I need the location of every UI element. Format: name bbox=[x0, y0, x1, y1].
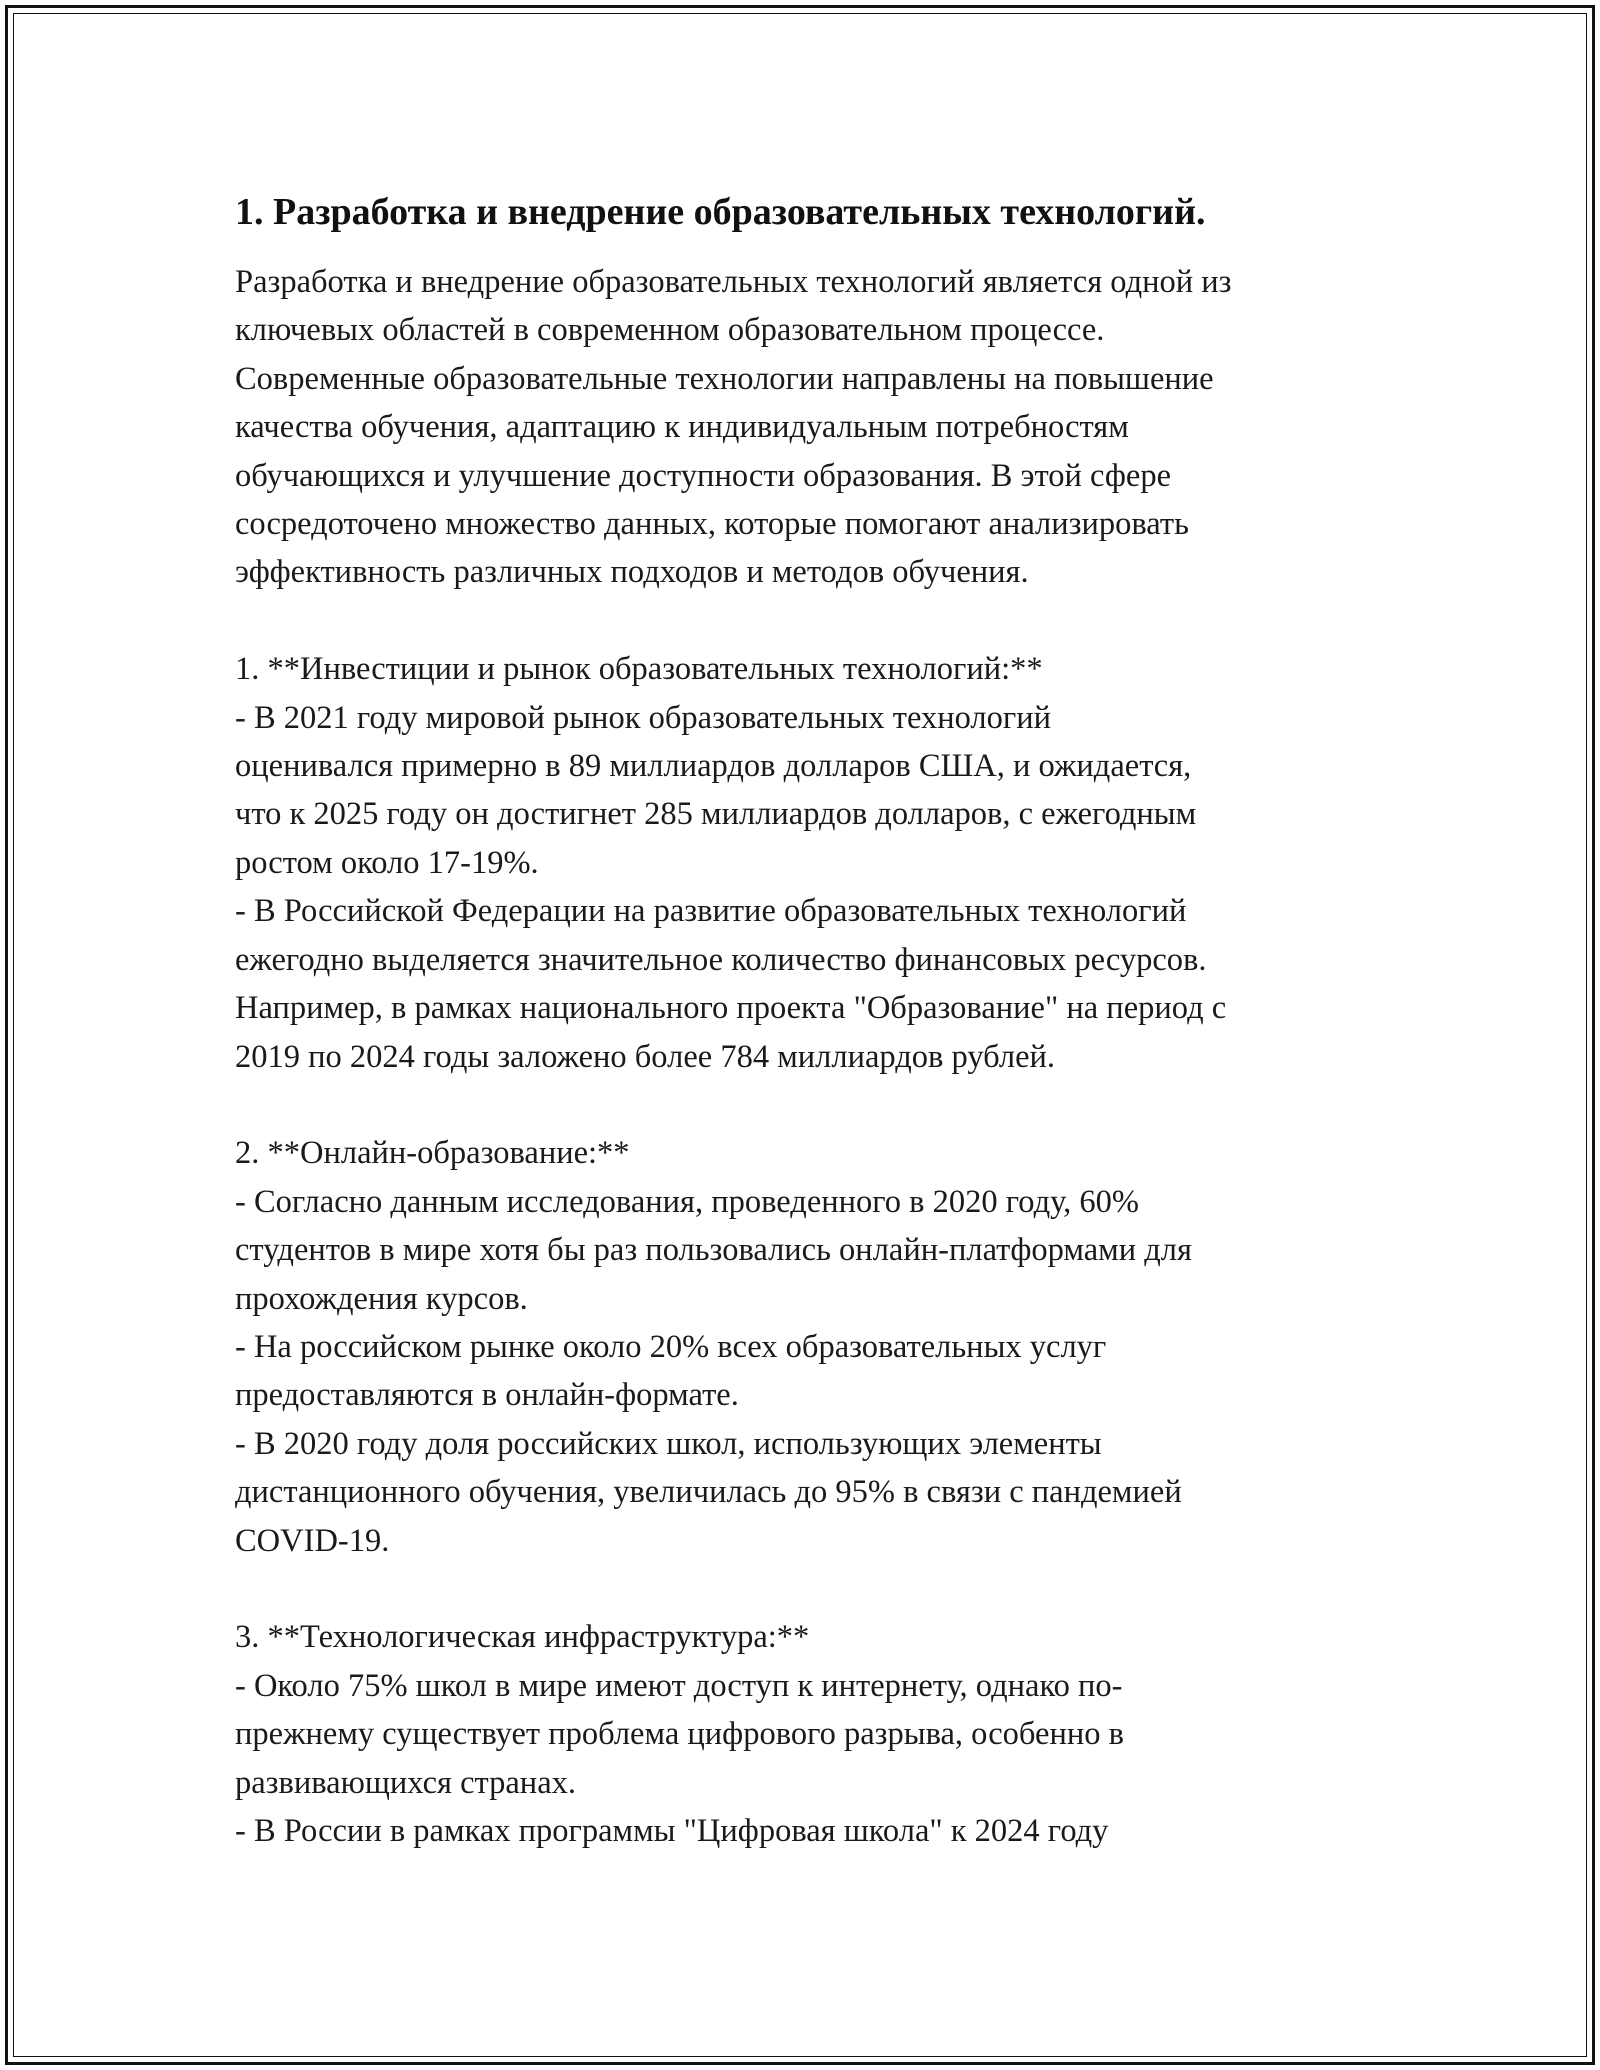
section-heading: 1. Разработка и внедрение образовательных технологий. bbox=[235, 191, 1206, 233]
body-text: Разработка и внедрение образовательных технологий является одной из ключевых областей в современном образовательном процессе. Современные образовательные технологии направлены на повышение качества обучения, адаптацию к индивидуальным потребностям обучающихся и улучшение доступности образования. В этой сфере сосредоточено множество данных, которые помогают анализировать эффективность различных подходов и методов обучения. 1. **Инвестиции и рынок образовательных технологий:** - В 2021 году мировой рынок образовательных технологий оценивался примерно в 89 миллиардов долларов США, и ожидается, что к 2025 году он достигнет 285 миллиардов долларов, с ежегодным ростом около 17-19%. - В Российской Федерации на развитие образовательных технологий ежегодно выделяется значительное количество финансовых ресурсов. Например, в рамках национального проекта "Образование" на период с 2019 по 2024 годы заложено более 784 миллиардов рублей. 2. **Онлайн-образование:** - Согласно данным исследования, проведенного в 2020 году, 60% студентов в мире хотя бы раз пользовались онлайн-платформами для прохождения курсов. - На российском рынке около 20% всех образовательных услуг предоставляются в онлайн-формате. - В 2020 году доля российских школ, использующих элементы дистанционного обучения, увеличилась до 95% в связи с пандемией COVID-19. 3. **Технологическая инфраструктура:** - Около 75% школ в мире имеют доступ к интернету, однако по- прежнему существует проблема цифрового разрыва, особенно в развивающихся странах. - В России в рамках программы "Цифровая школа" к 2024 году bbox=[235, 264, 1232, 1849]
document-content bbox=[235, 188, 1385, 1855]
